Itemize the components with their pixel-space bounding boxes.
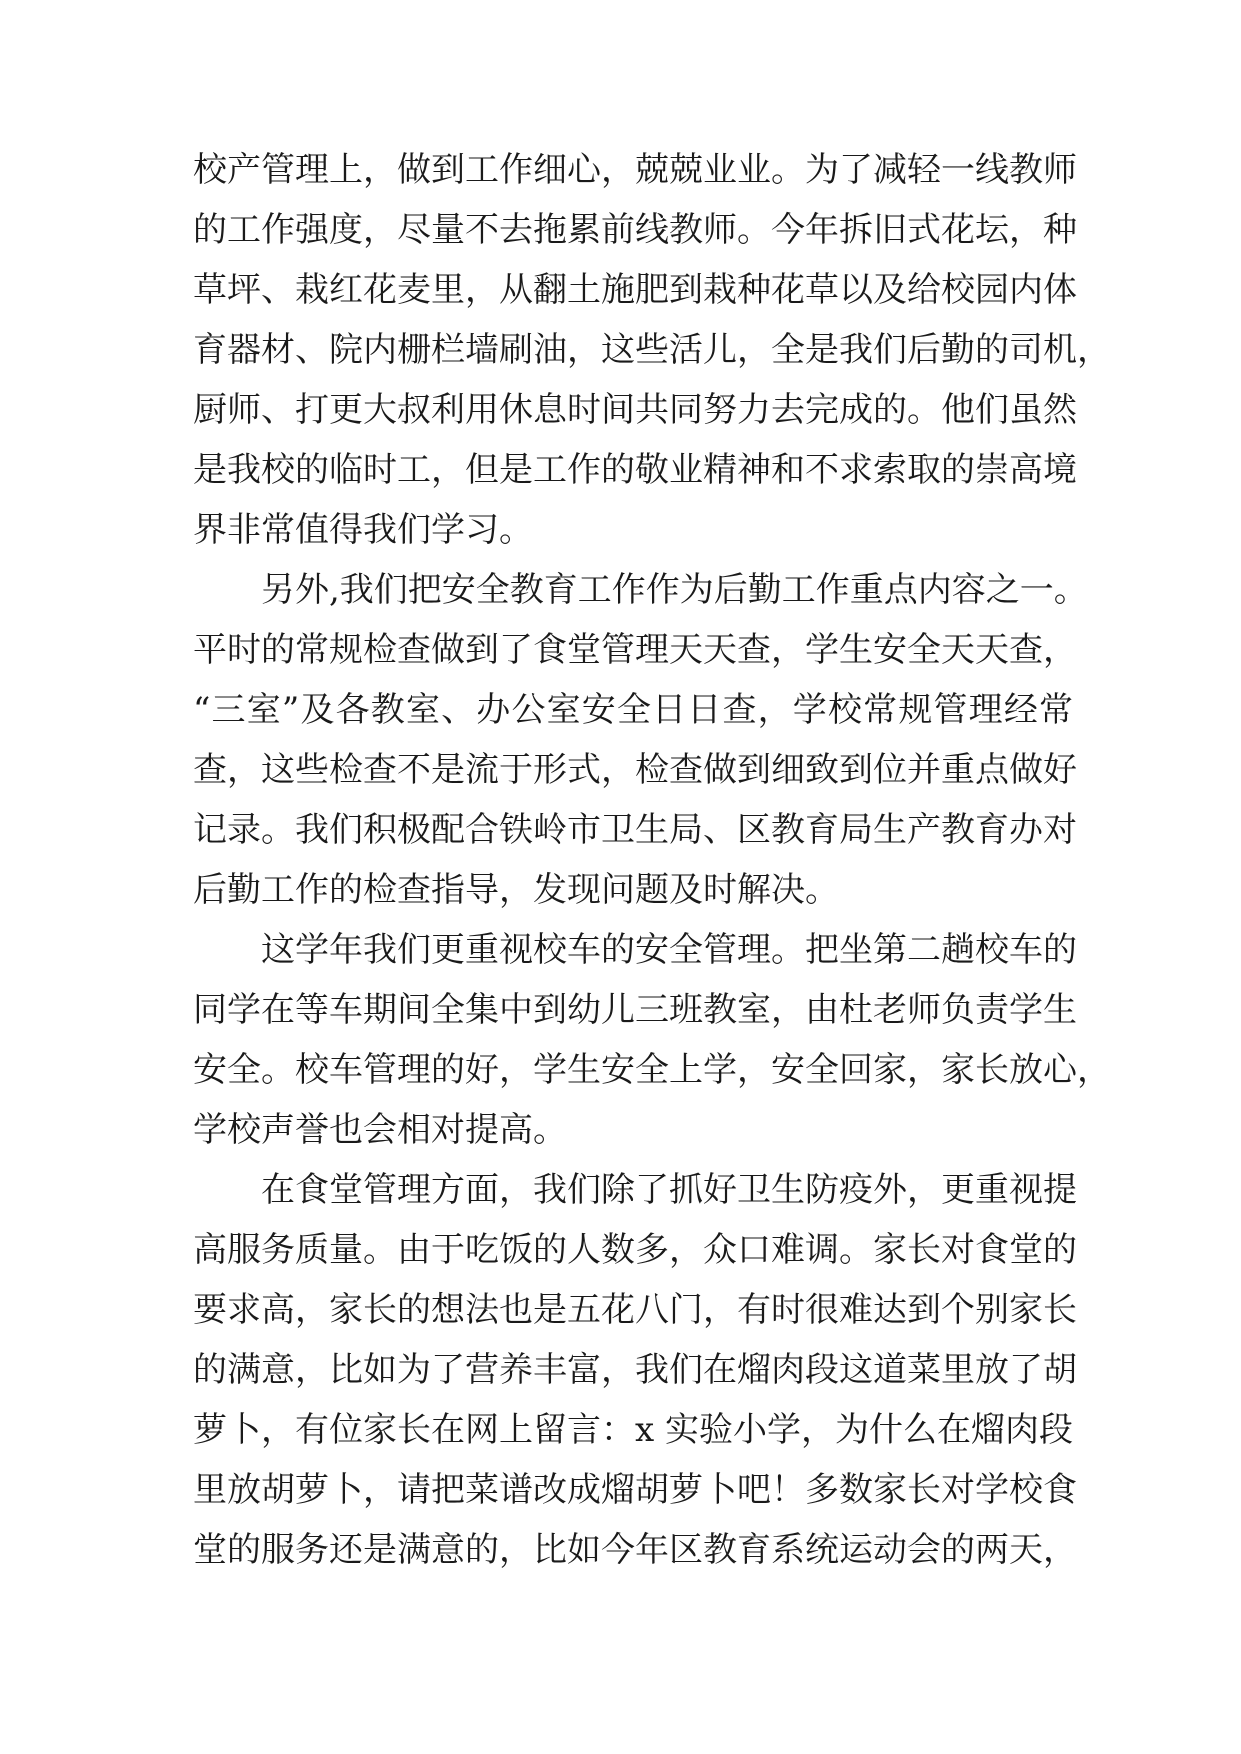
text-line: 厨师、打更大叔利用休息时间共同努力去完成的。他们虽然 — [193, 390, 1077, 430]
text-line: 后勤工作的检查指导，发现问题及时解决。 — [193, 870, 839, 910]
text-line: 的满意，比如为了营养丰富，我们在熘肉段这道菜里放了胡 — [193, 1350, 1077, 1390]
text-line: 高服务质量。由于吃饭的人数多，众口难调。家长对食堂的 — [193, 1230, 1077, 1270]
text-line: 查，这些检查不是流于形式，检查做到细致到位并重点做好 — [193, 750, 1077, 790]
document-body — [193, 140, 1111, 1580]
paragraph-first-line: 这学年我们更重视校车的安全管理。把坐第二趟校车的 — [261, 930, 1077, 970]
text-line: 界非常值得我们学习。 — [193, 510, 533, 550]
paragraph-first-line: 在食堂管理方面，我们除了抓好卫生防疫外，更重视提 — [261, 1170, 1077, 1210]
text-line: 记录。我们积极配合铁岭市卫生局、区教育局生产教育办对 — [193, 810, 1077, 850]
paragraph-first-line: 另外,我们把安全教育工作作为后勤工作重点内容之一。 — [261, 570, 1088, 610]
text-line: 同学在等车期间全集中到幼儿三班教室，由杜老师负责学生 — [193, 990, 1077, 1030]
text-line: 堂的服务还是满意的，比如今年区教育系统运动会的两天， — [193, 1530, 1077, 1570]
text-line: 安全。校车管理的好，学生安全上学，安全回家，家长放心， — [193, 1050, 1111, 1090]
text-line: 育器材、院内栅栏墙刷油，这些活儿，全是我们后勤的司机， — [193, 330, 1111, 370]
text-line: 要求高，家长的想法也是五花八门，有时很难达到个别家长 — [193, 1290, 1077, 1330]
text-line: 平时的常规检查做到了食堂管理天天查，学生安全天天查， — [193, 630, 1077, 670]
text-line: 的工作强度，尽量不去拖累前线教师。今年拆旧式花坛，种 — [193, 210, 1077, 250]
text-line: 里放胡萝卜，请把菜谱改成熘胡萝卜吧！多数家长对学校食 — [193, 1470, 1077, 1510]
text-line: 校产管理上，做到工作细心，兢兢业业。为了减轻一线教师 — [193, 150, 1077, 190]
text-line: “三室”及各教室、办公室安全日日查，学校常规管理经常 — [193, 690, 1073, 730]
text-line: 草坪、栽红花麦里，从翻土施肥到栽种花草以及给校园内体 — [193, 270, 1077, 310]
text-line: 是我校的临时工，但是工作的敬业精神和不求索取的崇高境 — [193, 450, 1077, 490]
text-line: 学校声誉也会相对提高。 — [193, 1110, 567, 1150]
text-line: 萝卜，有位家长在网上留言：x 实验小学，为什么在熘肉段 — [193, 1410, 1073, 1450]
